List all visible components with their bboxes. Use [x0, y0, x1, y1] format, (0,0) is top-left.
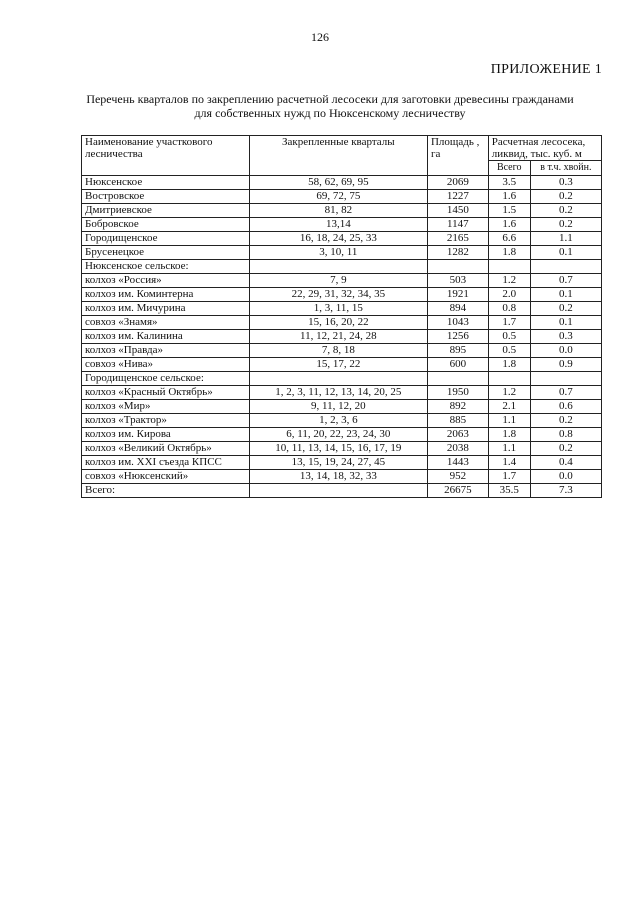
- table-row: [82, 414, 602, 428]
- cell-conifer: 0.2: [530, 204, 601, 218]
- cell-quarters: 10, 11, 13, 14, 15, 16, 17, 19: [249, 442, 427, 456]
- cell-quarters: 11, 12, 21, 24, 28: [249, 330, 427, 344]
- cell-quarters: [249, 372, 427, 386]
- header-cutting: Расчетная лесосека, ликвид, тыс. куб. м: [488, 136, 601, 161]
- cell-area: 1256: [427, 330, 488, 344]
- cell-area: 892: [427, 400, 488, 414]
- header-total: Всего: [488, 161, 530, 176]
- cell-conifer: 0.2: [530, 190, 601, 204]
- header-area: Площадь , га: [427, 136, 488, 176]
- cell-area: 895: [427, 344, 488, 358]
- cell-quarters: 7, 9: [249, 274, 427, 288]
- header-conifer: в т.ч. хвойн.: [530, 161, 601, 176]
- cell-area: 1450: [427, 204, 488, 218]
- cell-total: 2.0: [488, 288, 530, 302]
- cell-area: 1950: [427, 386, 488, 400]
- cell-quarters: 81, 82: [249, 204, 427, 218]
- cell-total: 1.2: [488, 274, 530, 288]
- cell-conifer: 0.1: [530, 246, 601, 260]
- cell-conifer: 0.2: [530, 442, 601, 456]
- cell-total: 35.5: [488, 484, 530, 498]
- cell-name: совхоз «Нюксенский»: [82, 470, 250, 484]
- cell-total: 1.7: [488, 316, 530, 330]
- cell-conifer: [530, 372, 601, 386]
- cell-area: 2069: [427, 176, 488, 190]
- table-row: [82, 274, 602, 288]
- cell-area: 1147: [427, 218, 488, 232]
- cell-name: Востровское: [82, 190, 250, 204]
- cell-quarters: 13, 14, 18, 32, 33: [249, 470, 427, 484]
- table-row: [82, 470, 602, 484]
- table-row: [82, 288, 602, 302]
- cell-total: 1.2: [488, 386, 530, 400]
- table-row: [82, 400, 602, 414]
- cell-conifer: 0.1: [530, 316, 601, 330]
- cell-name: Бобровское: [82, 218, 250, 232]
- cell-conifer: 0.7: [530, 274, 601, 288]
- table-row: [82, 316, 602, 330]
- table-row: [82, 302, 602, 316]
- cell-total: 1.1: [488, 414, 530, 428]
- cell-name: колхоз «Великий Октябрь»: [82, 442, 250, 456]
- table-row: [82, 246, 602, 260]
- cell-name: Дмитриевское: [82, 204, 250, 218]
- cell-conifer: 0.0: [530, 344, 601, 358]
- cell-total: 2.1: [488, 400, 530, 414]
- cell-quarters: 6, 11, 20, 22, 23, 24, 30: [249, 428, 427, 442]
- cell-name: колхоз им. Кирова: [82, 428, 250, 442]
- cell-total: 0.5: [488, 330, 530, 344]
- cell-quarters: [249, 260, 427, 274]
- cell-quarters: 3, 10, 11: [249, 246, 427, 260]
- cell-total: 1.8: [488, 428, 530, 442]
- forestry-quarters-table: [81, 135, 602, 498]
- cell-area: 2063: [427, 428, 488, 442]
- cell-area: 2165: [427, 232, 488, 246]
- cell-total: 1.8: [488, 358, 530, 372]
- table-body: [82, 176, 602, 498]
- cell-name: совхоз «Знамя»: [82, 316, 250, 330]
- table-row: [82, 232, 602, 246]
- cell-name: Нюксенское: [82, 176, 250, 190]
- cell-conifer: 1.1: [530, 232, 601, 246]
- cell-quarters: 7, 8, 18: [249, 344, 427, 358]
- table-row: [82, 358, 602, 372]
- table-row: [82, 372, 602, 386]
- cell-conifer: 0.7: [530, 386, 601, 400]
- cell-name: колхоз им. XXI съезда КПСС: [82, 456, 250, 470]
- cell-name: колхоз «Трактор»: [82, 414, 250, 428]
- cell-area: 2038: [427, 442, 488, 456]
- cell-total: 3.5: [488, 176, 530, 190]
- cell-quarters: [249, 484, 427, 498]
- cell-quarters: 13, 15, 19, 24, 27, 45: [249, 456, 427, 470]
- cell-name: колхоз «Россия»: [82, 274, 250, 288]
- cell-quarters: 15, 17, 22: [249, 358, 427, 372]
- cell-area: 26675: [427, 484, 488, 498]
- cell-quarters: 13,14: [249, 218, 427, 232]
- cell-quarters: 9, 11, 12, 20: [249, 400, 427, 414]
- cell-conifer: 0.3: [530, 330, 601, 344]
- header-quarters: Закрепленные кварталы: [249, 136, 427, 176]
- cell-conifer: 0.2: [530, 218, 601, 232]
- cell-name: Брусенецкое: [82, 246, 250, 260]
- cell-total: 1.6: [488, 218, 530, 232]
- cell-total: 1.1: [488, 442, 530, 456]
- cell-conifer: 0.2: [530, 414, 601, 428]
- cell-area: 1227: [427, 190, 488, 204]
- table-row: [82, 190, 602, 204]
- cell-total: 1.6: [488, 190, 530, 204]
- cell-total: 6.6: [488, 232, 530, 246]
- cell-area: 1921: [427, 288, 488, 302]
- cell-name: совхоз «Нива»: [82, 358, 250, 372]
- cell-area: 894: [427, 302, 488, 316]
- table-row: [82, 176, 602, 190]
- cell-conifer: 0.9: [530, 358, 601, 372]
- cell-conifer: 0.1: [530, 288, 601, 302]
- cell-name: Нюксенское сельское:: [82, 260, 250, 274]
- table-row: [82, 386, 602, 400]
- header-name: Наименование участкового лесничества: [82, 136, 250, 176]
- table-row: [82, 484, 602, 498]
- table-row: [82, 428, 602, 442]
- table-row: [82, 456, 602, 470]
- cell-total: 1.5: [488, 204, 530, 218]
- cell-quarters: 1, 2, 3, 11, 12, 13, 14, 20, 25: [249, 386, 427, 400]
- cell-quarters: 15, 16, 20, 22: [249, 316, 427, 330]
- cell-conifer: 0.0: [530, 470, 601, 484]
- cell-total: 0.8: [488, 302, 530, 316]
- cell-area: 1282: [427, 246, 488, 260]
- cell-quarters: 22, 29, 31, 32, 34, 35: [249, 288, 427, 302]
- cell-conifer: 0.2: [530, 302, 601, 316]
- cell-total: 1.4: [488, 456, 530, 470]
- table-row: [82, 204, 602, 218]
- cell-conifer: 0.4: [530, 456, 601, 470]
- cell-area: [427, 260, 488, 274]
- cell-area: 952: [427, 470, 488, 484]
- cell-area: 885: [427, 414, 488, 428]
- table-row: [82, 344, 602, 358]
- cell-quarters: 69, 72, 75: [249, 190, 427, 204]
- cell-quarters: 58, 62, 69, 95: [249, 176, 427, 190]
- cell-conifer: 0.3: [530, 176, 601, 190]
- cell-area: [427, 372, 488, 386]
- cell-name: колхоз им. Мичурина: [82, 302, 250, 316]
- document-title: [70, 92, 590, 120]
- cell-total: 1.8: [488, 246, 530, 260]
- cell-area: 600: [427, 358, 488, 372]
- cell-quarters: 1, 2, 3, 6: [249, 414, 427, 428]
- cell-name: колхоз им. Калинина: [82, 330, 250, 344]
- cell-area: 1043: [427, 316, 488, 330]
- cell-name: колхоз «Правда»: [82, 344, 250, 358]
- cell-name: колхоз «Красный Октябрь»: [82, 386, 250, 400]
- table-row: [82, 330, 602, 344]
- cell-name: Городищенское: [82, 232, 250, 246]
- cell-conifer: [530, 260, 601, 274]
- cell-total: [488, 260, 530, 274]
- cell-quarters: 16, 18, 24, 25, 33: [249, 232, 427, 246]
- cell-name: Городищенское сельское:: [82, 372, 250, 386]
- cell-conifer: 0.8: [530, 428, 601, 442]
- cell-area: 503: [427, 274, 488, 288]
- cell-conifer: 0.6: [530, 400, 601, 414]
- cell-area: 1443: [427, 456, 488, 470]
- page-number: 126: [311, 30, 329, 44]
- cell-quarters: 1, 3, 11, 15: [249, 302, 427, 316]
- cell-conifer: 7.3: [530, 484, 601, 498]
- cell-total: 1.7: [488, 470, 530, 484]
- cell-total: [488, 372, 530, 386]
- table-row: [82, 260, 602, 274]
- cell-name: колхоз им. Коминтерна: [82, 288, 250, 302]
- cell-total: 0.5: [488, 344, 530, 358]
- table-row: [82, 218, 602, 232]
- table-row: [82, 442, 602, 456]
- title-line-1: Перечень кварталов по закреплению расчетной лесосеки для заготовки древесины гражданами: [86, 92, 574, 106]
- title-line-2: для собственных нужд по Нюксенскому лесничеству: [194, 106, 466, 120]
- appendix-label: ПРИЛОЖЕНИЕ 1: [490, 62, 602, 77]
- cell-name: Всего:: [82, 484, 250, 498]
- cell-name: колхоз «Мир»: [82, 400, 250, 414]
